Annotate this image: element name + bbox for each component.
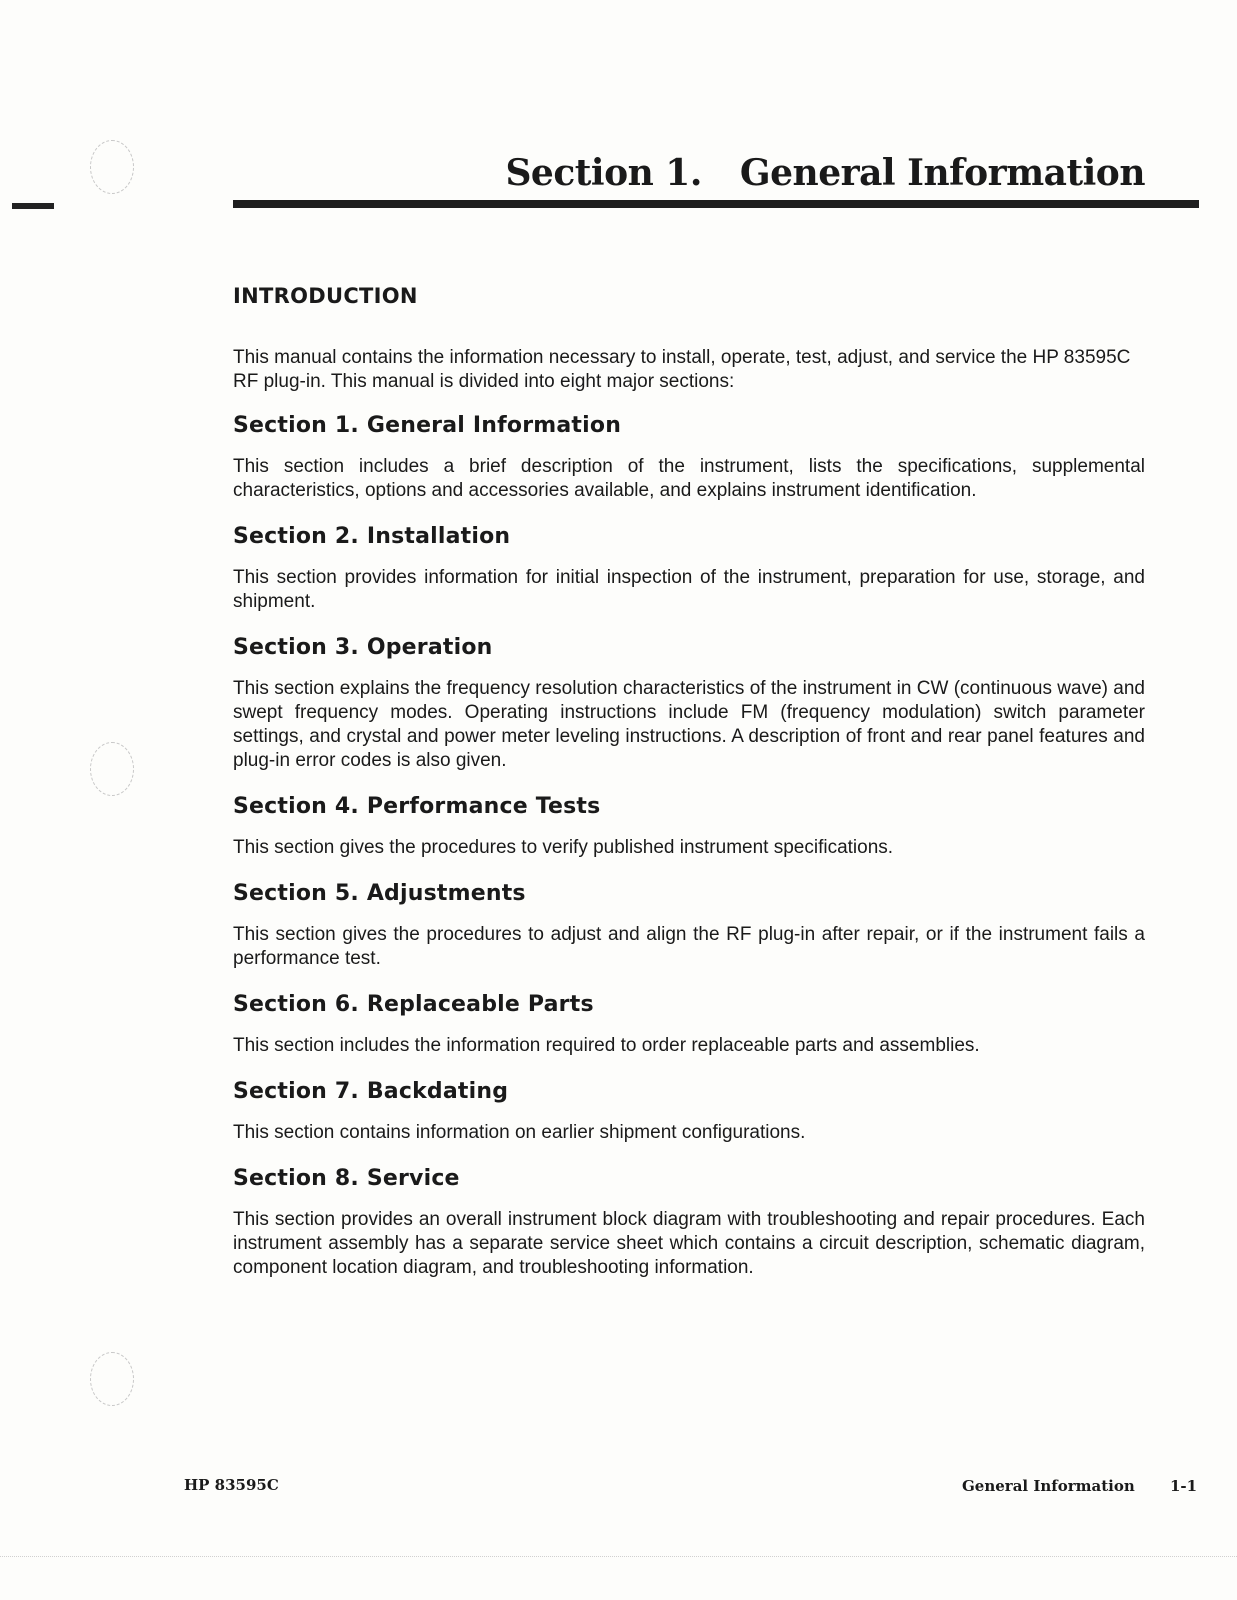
edge-tab-marker bbox=[12, 203, 54, 209]
section-1-body: This section includes a brief description of the instrument, lists the specifications, supplemental characteristics, options and accessories available, and explains instrument identification. bbox=[233, 456, 1145, 501]
page-title-number: Section 1. bbox=[505, 152, 702, 194]
section-5-body: This section gives the procedures to adjust and align the RF plug-in after repair, or if the instrument fails a performance test. bbox=[233, 924, 1145, 969]
scan-edge-dots bbox=[0, 1556, 1237, 1557]
section-8-heading: Section 8. Service bbox=[233, 1166, 460, 1191]
section-4-body: This section gives the procedures to verify published instrument specifications. bbox=[233, 837, 894, 858]
page-title-name: General Information bbox=[739, 152, 1145, 194]
section-1-heading: Section 1. General Information bbox=[233, 413, 622, 438]
section-7-heading: Section 7. Backdating bbox=[233, 1079, 509, 1104]
section-2-body: This section provides information for initial inspection of the instrument, preparation for use, storage, and shipment. bbox=[233, 567, 1145, 612]
binder-hole-bottom bbox=[90, 1352, 134, 1406]
binder-hole-top bbox=[90, 140, 134, 194]
footer-model: HP 83595C bbox=[184, 1476, 279, 1494]
section-5-heading: Section 5. Adjustments bbox=[233, 881, 526, 906]
main-content bbox=[233, 284, 1145, 1302]
section-3-heading: Section 3. Operation bbox=[233, 635, 493, 660]
section-3-body: This section explains the frequency resolution characteristics of the instrument in CW (continuous wave) and swept frequency modes. Operating instructions include FM (frequency modulation) switch parameter settings, and crystal and power meter leveling instructions. A description of front and rear panel features and plug-in error codes is also given. bbox=[233, 678, 1145, 771]
section-8-body: This section provides an overall instrument block diagram with troubleshooting and repair procedures. Each instrument assembly has a separate service sheet which contains a circuit description, schematic diagram, component location diagram, and troubleshooting information. bbox=[233, 1209, 1145, 1278]
intro-heading: INTRODUCTION bbox=[233, 284, 418, 308]
title-rule bbox=[233, 200, 1199, 208]
section-6-body: This section includes the information required to order replaceable parts and assemblies. bbox=[233, 1035, 980, 1056]
section-4-heading: Section 4. Performance Tests bbox=[233, 794, 601, 819]
footer-page-number: 1-1 bbox=[1170, 1477, 1198, 1495]
binder-hole-middle bbox=[90, 742, 134, 796]
section-2-heading: Section 2. Installation bbox=[233, 524, 511, 549]
intro-paragraph: This manual contains the information necessary to install, operate, test, adjust, and service the HP 83595C RF plug-in. This manual is divided into eight major sections: bbox=[233, 347, 1131, 392]
footer-chapter: General Information bbox=[962, 1477, 1135, 1495]
page-title bbox=[505, 152, 1145, 194]
section-6-heading: Section 6. Replaceable Parts bbox=[233, 992, 594, 1017]
section-7-body: This section contains information on earlier shipment configurations. bbox=[233, 1122, 806, 1143]
